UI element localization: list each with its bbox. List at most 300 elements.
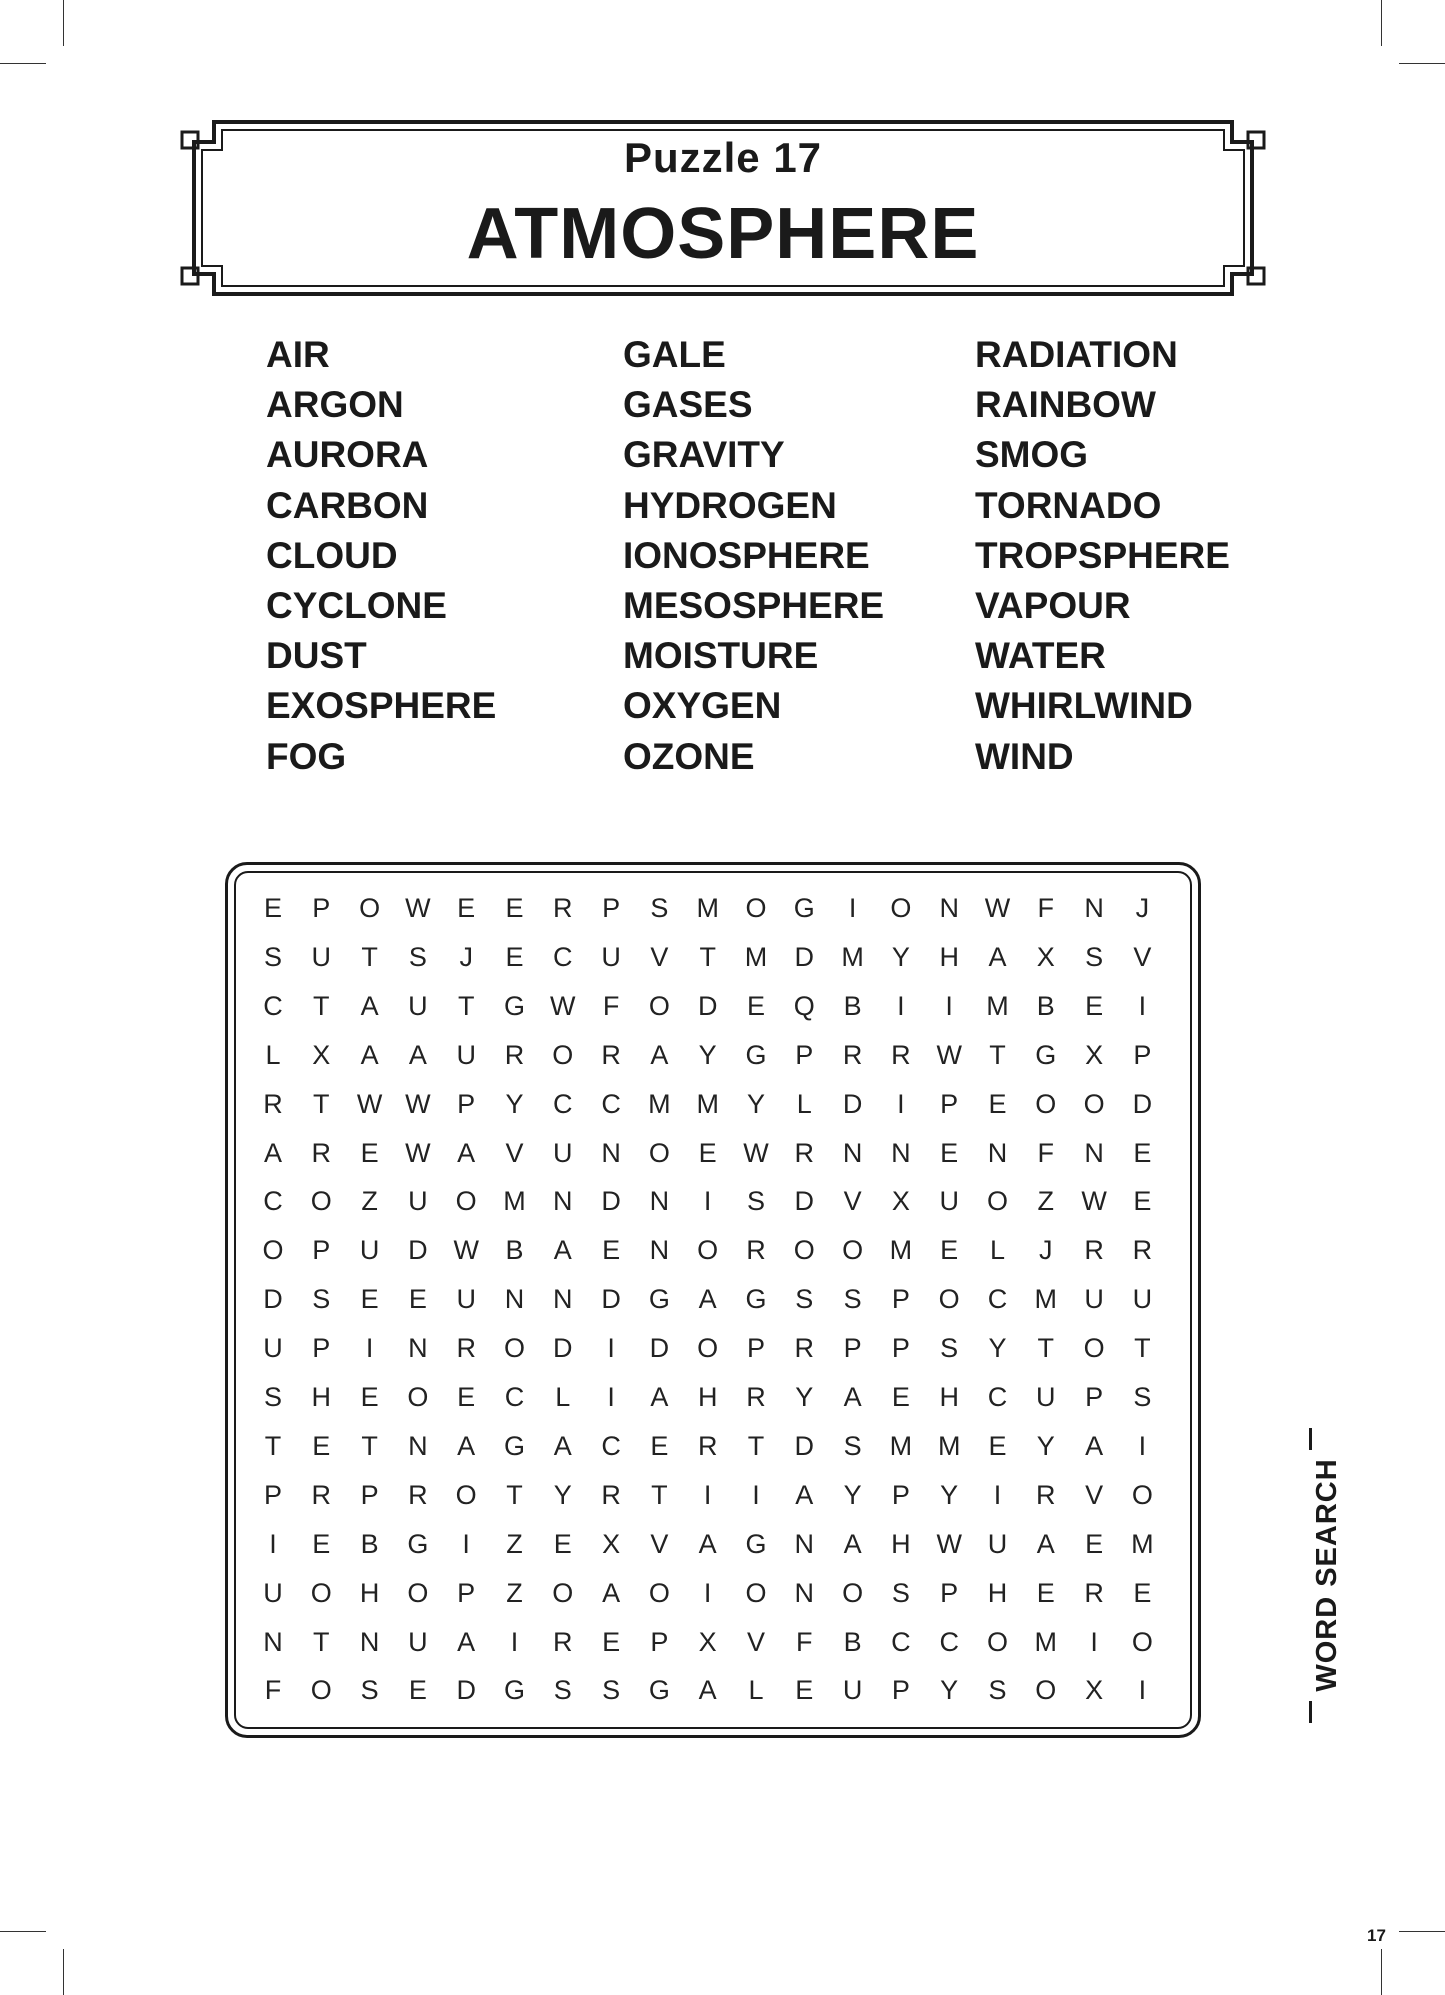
grid-letter[interactable]: J	[1039, 1235, 1053, 1266]
grid-letter[interactable]: F	[1037, 893, 1055, 923]
grid-letter[interactable]: E	[698, 1137, 717, 1168]
grid-letter[interactable]: R	[794, 1333, 815, 1364]
grid-letter[interactable]: T	[361, 1430, 378, 1461]
grid-letter[interactable]: U	[408, 990, 428, 1021]
grid-letter[interactable]: S	[263, 1382, 282, 1412]
grid-letter[interactable]: J	[459, 941, 473, 972]
grid-letter[interactable]: R	[1084, 1577, 1104, 1608]
grid-letter[interactable]: U	[1036, 1382, 1056, 1412]
grid-letter[interactable]: R	[311, 1479, 332, 1510]
grid-letter[interactable]: I	[897, 990, 905, 1021]
grid-letter[interactable]: G	[503, 1675, 525, 1706]
grid-letter[interactable]: N	[263, 1626, 283, 1657]
grid-letter[interactable]: B	[1036, 990, 1055, 1021]
grid-letter[interactable]: R	[697, 1430, 718, 1461]
grid-letter[interactable]: W	[984, 893, 1011, 923]
grid-letter[interactable]: S	[408, 941, 427, 972]
grid-letter[interactable]: M	[986, 990, 1009, 1021]
grid-letter[interactable]: M	[889, 1430, 913, 1461]
grid-letter[interactable]: Z	[361, 1186, 378, 1217]
grid-letter[interactable]: Z	[506, 1528, 523, 1559]
grid-letter[interactable]: Y	[940, 1675, 959, 1706]
grid-letter[interactable]: X	[1085, 1039, 1104, 1070]
grid-letter[interactable]: D	[601, 1284, 621, 1315]
grid-letter[interactable]: E	[553, 1528, 572, 1559]
grid-letter[interactable]: P	[312, 893, 331, 923]
grid-letter[interactable]: U	[408, 1626, 428, 1657]
grid-letter[interactable]: A	[698, 1528, 717, 1559]
grid-letter[interactable]: O	[745, 1577, 767, 1608]
grid-letter[interactable]: T	[361, 941, 378, 972]
grid-letter[interactable]: E	[408, 1675, 427, 1706]
grid-letter[interactable]: E	[1085, 990, 1104, 1021]
grid-letter[interactable]: P	[457, 1088, 476, 1119]
grid-letter[interactable]: T	[457, 990, 475, 1021]
grid-letter[interactable]: S	[746, 1186, 765, 1217]
grid-letter[interactable]: Y	[795, 1382, 814, 1412]
grid-letter[interactable]: O	[552, 1577, 574, 1608]
grid-letter[interactable]: S	[602, 1675, 621, 1706]
grid-letter[interactable]: T	[313, 1088, 330, 1119]
grid-letter[interactable]: U	[263, 1333, 283, 1364]
grid-letter[interactable]: L	[265, 1039, 281, 1070]
grid-letter[interactable]: W	[550, 990, 576, 1021]
grid-letter[interactable]: O	[310, 1186, 332, 1217]
grid-letter[interactable]: U	[601, 941, 621, 972]
grid-letter[interactable]: C	[263, 990, 283, 1021]
grid-letter[interactable]: B	[843, 1626, 862, 1657]
grid-letter[interactable]: E	[988, 1088, 1007, 1119]
grid-letter[interactable]: N	[1084, 1137, 1104, 1168]
grid-letter[interactable]: S	[1133, 1382, 1152, 1412]
grid-letter[interactable]: V	[505, 1137, 524, 1168]
grid-letter[interactable]: E	[360, 1137, 379, 1168]
grid-letter[interactable]: O	[407, 1577, 429, 1608]
grid-letter[interactable]: A	[602, 1577, 621, 1608]
grid-letter[interactable]: N	[794, 1528, 815, 1559]
grid-letter[interactable]: S	[891, 1577, 910, 1608]
grid-letter[interactable]: M	[696, 893, 719, 923]
grid-letter[interactable]: Y	[698, 1039, 717, 1070]
grid-letter[interactable]: A	[650, 1039, 669, 1070]
grid-letter[interactable]: C	[553, 941, 573, 972]
grid-letter[interactable]: O	[938, 1284, 960, 1315]
grid-letter[interactable]: Z	[1037, 1186, 1055, 1217]
grid-letter[interactable]: G	[745, 1284, 767, 1315]
grid-letter[interactable]: O	[407, 1382, 429, 1412]
grid-letter[interactable]: O	[842, 1235, 864, 1266]
grid-letter[interactable]: N	[408, 1333, 428, 1364]
grid-letter[interactable]: M	[889, 1235, 913, 1266]
grid-letter[interactable]: Y	[553, 1479, 572, 1510]
grid-letter[interactable]: W	[936, 1039, 962, 1070]
grid-letter[interactable]: E	[602, 1235, 621, 1266]
grid-letter[interactable]: I	[752, 1479, 760, 1510]
grid-letter[interactable]: T	[1134, 1333, 1151, 1364]
grid-letter[interactable]: G	[648, 1675, 670, 1706]
grid-letter[interactable]: L	[555, 1382, 571, 1412]
grid-letter[interactable]: E	[263, 893, 282, 923]
grid-letter[interactable]: A	[988, 941, 1007, 972]
grid-letter[interactable]: N	[842, 1137, 863, 1168]
grid-letter[interactable]: E	[940, 1235, 959, 1266]
grid-letter[interactable]: I	[848, 893, 857, 923]
grid-letter[interactable]: R	[1132, 1235, 1153, 1266]
grid-letter[interactable]: O	[310, 1577, 332, 1608]
grid-letter[interactable]: O	[648, 1577, 670, 1608]
grid-letter[interactable]: H	[939, 941, 959, 972]
grid-letter[interactable]: I	[1138, 1430, 1147, 1461]
grid-letter[interactable]: X	[891, 1186, 910, 1217]
grid-letter[interactable]: G	[745, 1039, 767, 1070]
grid-letter[interactable]: D	[601, 1186, 621, 1217]
grid-letter[interactable]: A	[263, 1137, 282, 1168]
grid-letter[interactable]: F	[264, 1675, 282, 1706]
grid-letter[interactable]: Q	[793, 990, 815, 1021]
grid-letter[interactable]: R	[794, 1137, 815, 1168]
grid-letter[interactable]: A	[457, 1430, 476, 1461]
grid-letter[interactable]: W	[1081, 1186, 1107, 1217]
grid-letter[interactable]: U	[553, 1137, 573, 1168]
grid-letter[interactable]: E	[1085, 1528, 1104, 1559]
grid-letter[interactable]: R	[601, 1479, 621, 1510]
grid-letter[interactable]: B	[843, 990, 862, 1021]
grid-letter[interactable]: P	[1085, 1382, 1104, 1412]
grid-letter[interactable]: E	[1133, 1577, 1152, 1608]
grid-letter[interactable]: W	[405, 893, 431, 923]
grid-letter[interactable]: S	[360, 1675, 379, 1706]
grid-letter[interactable]: S	[312, 1284, 331, 1315]
grid-letter[interactable]: E	[505, 941, 524, 972]
grid-letter[interactable]: J	[1135, 893, 1150, 923]
grid-letter[interactable]: E	[795, 1675, 814, 1706]
grid-letter[interactable]: P	[457, 1577, 476, 1608]
grid-letter[interactable]: C	[601, 1430, 621, 1461]
grid-letter[interactable]: A	[457, 1626, 476, 1657]
grid-letter[interactable]: I	[269, 1528, 277, 1559]
grid-letter[interactable]: B	[505, 1235, 524, 1266]
grid-letter[interactable]: H	[697, 1382, 718, 1412]
grid-letter[interactable]: F	[602, 990, 620, 1021]
grid-letter[interactable]: P	[940, 1088, 959, 1119]
grid-letter[interactable]: D	[794, 1186, 815, 1217]
grid-letter[interactable]: U	[359, 1235, 380, 1266]
grid-letter[interactable]: S	[940, 1333, 959, 1364]
grid-letter[interactable]: L	[748, 1675, 764, 1706]
grid-letter[interactable]: E	[312, 1430, 331, 1461]
grid-letter[interactable]: P	[1133, 1039, 1152, 1070]
grid-letter[interactable]: R	[1036, 1479, 1056, 1510]
grid-letter[interactable]: M	[1131, 1528, 1154, 1559]
grid-letter[interactable]: D	[1132, 1088, 1153, 1119]
grid-letter[interactable]: S	[795, 1284, 814, 1315]
grid-letter[interactable]: V	[746, 1626, 765, 1657]
grid-letter[interactable]: D	[697, 990, 718, 1021]
grid-letter[interactable]: M	[1034, 1284, 1058, 1315]
grid-letter[interactable]: W	[405, 1088, 431, 1119]
grid-letter[interactable]: S	[553, 1675, 572, 1706]
grid-letter[interactable]: E	[940, 1137, 959, 1168]
grid-letter[interactable]: R	[553, 893, 573, 923]
grid-letter[interactable]: C	[987, 1382, 1008, 1412]
grid-letter[interactable]: E	[457, 893, 476, 923]
grid-letter[interactable]: T	[1037, 1333, 1055, 1364]
grid-letter[interactable]: F	[796, 1626, 813, 1657]
grid-letter[interactable]: N	[601, 1137, 621, 1168]
grid-letter[interactable]: E	[505, 893, 524, 923]
grid-letter[interactable]: A	[408, 1039, 427, 1070]
grid-letter[interactable]: U	[408, 1186, 428, 1217]
grid-letter[interactable]: D	[649, 1333, 670, 1364]
grid-letter[interactable]: M	[937, 1430, 961, 1461]
grid-letter[interactable]: Y	[891, 941, 910, 972]
grid-letter[interactable]: P	[891, 1333, 910, 1364]
grid-letter[interactable]: D	[794, 941, 815, 972]
grid-letter[interactable]: O	[1035, 1088, 1057, 1119]
grid-letter[interactable]: I	[703, 1479, 712, 1510]
grid-letter[interactable]: E	[1036, 1577, 1055, 1608]
grid-letter[interactable]: I	[365, 1333, 374, 1364]
grid-letter[interactable]: I	[993, 1479, 1002, 1510]
grid-letter[interactable]: M	[1034, 1626, 1058, 1657]
grid-letter[interactable]: V	[650, 1528, 669, 1559]
grid-letter[interactable]: L	[796, 1088, 812, 1119]
grid-letter[interactable]: N	[891, 1137, 911, 1168]
grid-letter[interactable]: M	[696, 1088, 719, 1119]
grid-letter[interactable]: Y	[1036, 1430, 1055, 1461]
grid-letter[interactable]: C	[601, 1088, 621, 1119]
grid-letter[interactable]: P	[891, 1675, 910, 1706]
grid-letter[interactable]: E	[988, 1430, 1007, 1461]
grid-letter[interactable]: A	[553, 1235, 572, 1266]
grid-letter[interactable]: N	[1084, 893, 1104, 923]
grid-letter[interactable]: Y	[843, 1479, 862, 1510]
grid-letter[interactable]: N	[649, 1235, 670, 1266]
grid-letter[interactable]: U	[456, 1284, 476, 1315]
grid-letter[interactable]: X	[1036, 941, 1055, 972]
grid-letter[interactable]: Z	[506, 1577, 523, 1608]
grid-letter[interactable]: P	[602, 893, 621, 923]
grid-letter[interactable]: P	[312, 1333, 331, 1364]
grid-letter[interactable]: P	[263, 1479, 282, 1510]
grid-letter[interactable]: E	[650, 1430, 669, 1461]
grid-letter[interactable]: I	[945, 990, 953, 1021]
grid-letter[interactable]: I	[510, 1626, 519, 1657]
grid-letter[interactable]: U	[1084, 1284, 1104, 1315]
grid-letter[interactable]: E	[1133, 1186, 1152, 1217]
grid-letter[interactable]: Y	[746, 1088, 765, 1119]
grid-letter[interactable]: T	[264, 1430, 282, 1461]
grid-letter[interactable]: P	[891, 1284, 910, 1315]
grid-letter[interactable]: M	[841, 941, 864, 972]
grid-letter[interactable]: C	[504, 1382, 525, 1412]
grid-letter[interactable]: A	[553, 1430, 572, 1461]
grid-letter[interactable]: R	[311, 1137, 332, 1168]
grid-letter[interactable]: C	[891, 1626, 911, 1657]
grid-letter[interactable]: T	[506, 1479, 523, 1510]
grid-letter[interactable]: E	[746, 990, 765, 1021]
grid-letter[interactable]: O	[1131, 1479, 1153, 1510]
grid-letter[interactable]: R	[263, 1088, 283, 1119]
grid-letter[interactable]: V	[1133, 941, 1152, 972]
grid-letter[interactable]: O	[503, 1333, 525, 1364]
grid-letter[interactable]: O	[262, 1235, 284, 1266]
grid-letter[interactable]: N	[408, 1430, 428, 1461]
grid-letter[interactable]: I	[897, 1088, 905, 1119]
grid-letter[interactable]: A	[1036, 1528, 1055, 1559]
grid-letter[interactable]: A	[698, 1675, 717, 1706]
grid-letter[interactable]: O	[455, 1479, 477, 1510]
grid-letter[interactable]: B	[360, 1528, 379, 1559]
grid-letter[interactable]: S	[650, 893, 669, 923]
grid-letter[interactable]: N	[359, 1626, 380, 1657]
grid-letter[interactable]: G	[1035, 1039, 1057, 1070]
grid-letter[interactable]: W	[356, 1088, 383, 1119]
grid-letter[interactable]: A	[1085, 1430, 1104, 1461]
grid-letter[interactable]: R	[408, 1479, 428, 1510]
grid-letter[interactable]: R	[1084, 1235, 1104, 1266]
grid-letter[interactable]: Y	[940, 1479, 959, 1510]
grid-letter[interactable]: A	[457, 1137, 476, 1168]
grid-letter[interactable]: H	[939, 1382, 959, 1412]
grid-letter[interactable]: N	[553, 1186, 573, 1217]
grid-letter[interactable]: I	[703, 1577, 712, 1608]
grid-letter[interactable]: A	[360, 1039, 379, 1070]
grid-letter[interactable]: G	[745, 1528, 767, 1559]
grid-letter[interactable]: U	[987, 1528, 1008, 1559]
grid-letter[interactable]: P	[940, 1577, 959, 1608]
grid-letter[interactable]: V	[1085, 1479, 1104, 1510]
grid-letter[interactable]: U	[456, 1039, 476, 1070]
grid-letter[interactable]: P	[891, 1479, 910, 1510]
grid-letter[interactable]: T	[313, 990, 330, 1021]
grid-letter[interactable]: R	[746, 1382, 766, 1412]
grid-letter[interactable]: G	[793, 893, 815, 923]
grid-letter[interactable]: O	[745, 893, 767, 923]
grid-letter[interactable]: U	[311, 941, 332, 972]
grid-letter[interactable]: N	[649, 1186, 670, 1217]
grid-letter[interactable]: E	[360, 1284, 379, 1315]
grid-letter[interactable]: D	[553, 1333, 573, 1364]
grid-letter[interactable]: I	[1138, 990, 1147, 1021]
grid-letter[interactable]: P	[746, 1333, 765, 1364]
grid-letter[interactable]: S	[843, 1430, 862, 1461]
grid-letter[interactable]: O	[310, 1675, 332, 1706]
grid-letter[interactable]: W	[405, 1137, 431, 1168]
grid-letter[interactable]: S	[1085, 941, 1104, 972]
grid-letter[interactable]: E	[360, 1382, 379, 1412]
grid-letter[interactable]: S	[263, 941, 282, 972]
grid-letter[interactable]: O	[890, 893, 912, 923]
grid-letter[interactable]: O	[1131, 1626, 1153, 1657]
grid-letter[interactable]: O	[986, 1186, 1008, 1217]
grid-letter[interactable]: U	[842, 1675, 863, 1706]
grid-letter[interactable]: C	[553, 1088, 573, 1119]
grid-letter[interactable]: O	[697, 1333, 719, 1364]
grid-letter[interactable]: E	[457, 1382, 476, 1412]
grid-letter[interactable]: Y	[988, 1333, 1007, 1364]
grid-letter[interactable]: A	[843, 1528, 862, 1559]
grid-letter[interactable]: G	[503, 990, 525, 1021]
grid-letter[interactable]: D	[408, 1235, 428, 1266]
grid-letter[interactable]: C	[987, 1284, 1008, 1315]
grid-letter[interactable]: U	[939, 1186, 959, 1217]
grid-letter[interactable]: E	[602, 1626, 621, 1657]
grid-letter[interactable]: G	[648, 1284, 670, 1315]
grid-letter[interactable]: R	[504, 1039, 525, 1070]
grid-letter[interactable]: R	[746, 1235, 766, 1266]
grid-letter[interactable]: V	[650, 941, 669, 972]
grid-letter[interactable]: T	[747, 1430, 765, 1461]
grid-letter[interactable]: T	[313, 1626, 330, 1657]
grid-letter[interactable]: L	[989, 1235, 1006, 1266]
grid-letter[interactable]: O	[1083, 1088, 1105, 1119]
grid-letter[interactable]: S	[988, 1675, 1007, 1706]
grid-letter[interactable]: N	[987, 1137, 1008, 1168]
grid-letter[interactable]: I	[703, 1186, 712, 1217]
grid-letter[interactable]: X	[602, 1528, 621, 1559]
grid-letter[interactable]: I	[462, 1528, 470, 1559]
grid-letter[interactable]: X	[1085, 1675, 1104, 1706]
grid-letter[interactable]: D	[794, 1430, 815, 1461]
grid-letter[interactable]: T	[989, 1039, 1006, 1070]
grid-letter[interactable]: H	[987, 1577, 1008, 1608]
grid-letter[interactable]: O	[1083, 1333, 1105, 1364]
grid-letter[interactable]: G	[503, 1430, 525, 1461]
grid-letter[interactable]: W	[453, 1235, 479, 1266]
grid-letter[interactable]: P	[843, 1333, 862, 1364]
grid-letter[interactable]: O	[648, 1137, 670, 1168]
grid-letter[interactable]: W	[936, 1528, 962, 1559]
grid-letter[interactable]: E	[1133, 1137, 1152, 1168]
grid-letter[interactable]: X	[312, 1039, 331, 1070]
grid-letter[interactable]: C	[263, 1186, 283, 1217]
grid-letter[interactable]: O	[552, 1039, 574, 1070]
grid-letter[interactable]: O	[697, 1235, 719, 1266]
grid-letter[interactable]: R	[601, 1039, 621, 1070]
grid-letter[interactable]: E	[891, 1382, 910, 1412]
grid-letter[interactable]: D	[456, 1675, 476, 1706]
grid-letter[interactable]: M	[744, 941, 768, 972]
grid-letter[interactable]: D	[263, 1284, 283, 1315]
grid-letter[interactable]: G	[407, 1528, 429, 1559]
grid-letter[interactable]: D	[842, 1088, 863, 1119]
grid-letter[interactable]: A	[795, 1479, 814, 1510]
grid-letter[interactable]: F	[1037, 1137, 1055, 1168]
grid-letter[interactable]: I	[607, 1382, 615, 1412]
grid-letter[interactable]: R	[891, 1039, 911, 1070]
grid-letter[interactable]: H	[891, 1528, 911, 1559]
grid-letter[interactable]: A	[843, 1382, 862, 1412]
grid-letter[interactable]: M	[503, 1186, 526, 1217]
grid-letter[interactable]: C	[939, 1626, 959, 1657]
grid-letter[interactable]: P	[360, 1479, 379, 1510]
grid-letter[interactable]: A	[698, 1284, 717, 1315]
grid-letter[interactable]: H	[359, 1577, 380, 1608]
grid-letter[interactable]: I	[1138, 1675, 1147, 1706]
grid-letter[interactable]: E	[408, 1284, 427, 1315]
grid-letter[interactable]: I	[607, 1333, 615, 1364]
grid-letter[interactable]: W	[743, 1137, 769, 1168]
grid-letter[interactable]: R	[842, 1039, 863, 1070]
grid-letter[interactable]: P	[795, 1039, 814, 1070]
grid-letter[interactable]: U	[263, 1577, 283, 1608]
grid-letter[interactable]: X	[698, 1626, 717, 1657]
grid-letter[interactable]: O	[648, 990, 670, 1021]
grid-letter[interactable]: R	[553, 1626, 573, 1657]
grid-letter[interactable]: O	[359, 893, 381, 923]
grid-letter[interactable]: A	[650, 1382, 669, 1412]
